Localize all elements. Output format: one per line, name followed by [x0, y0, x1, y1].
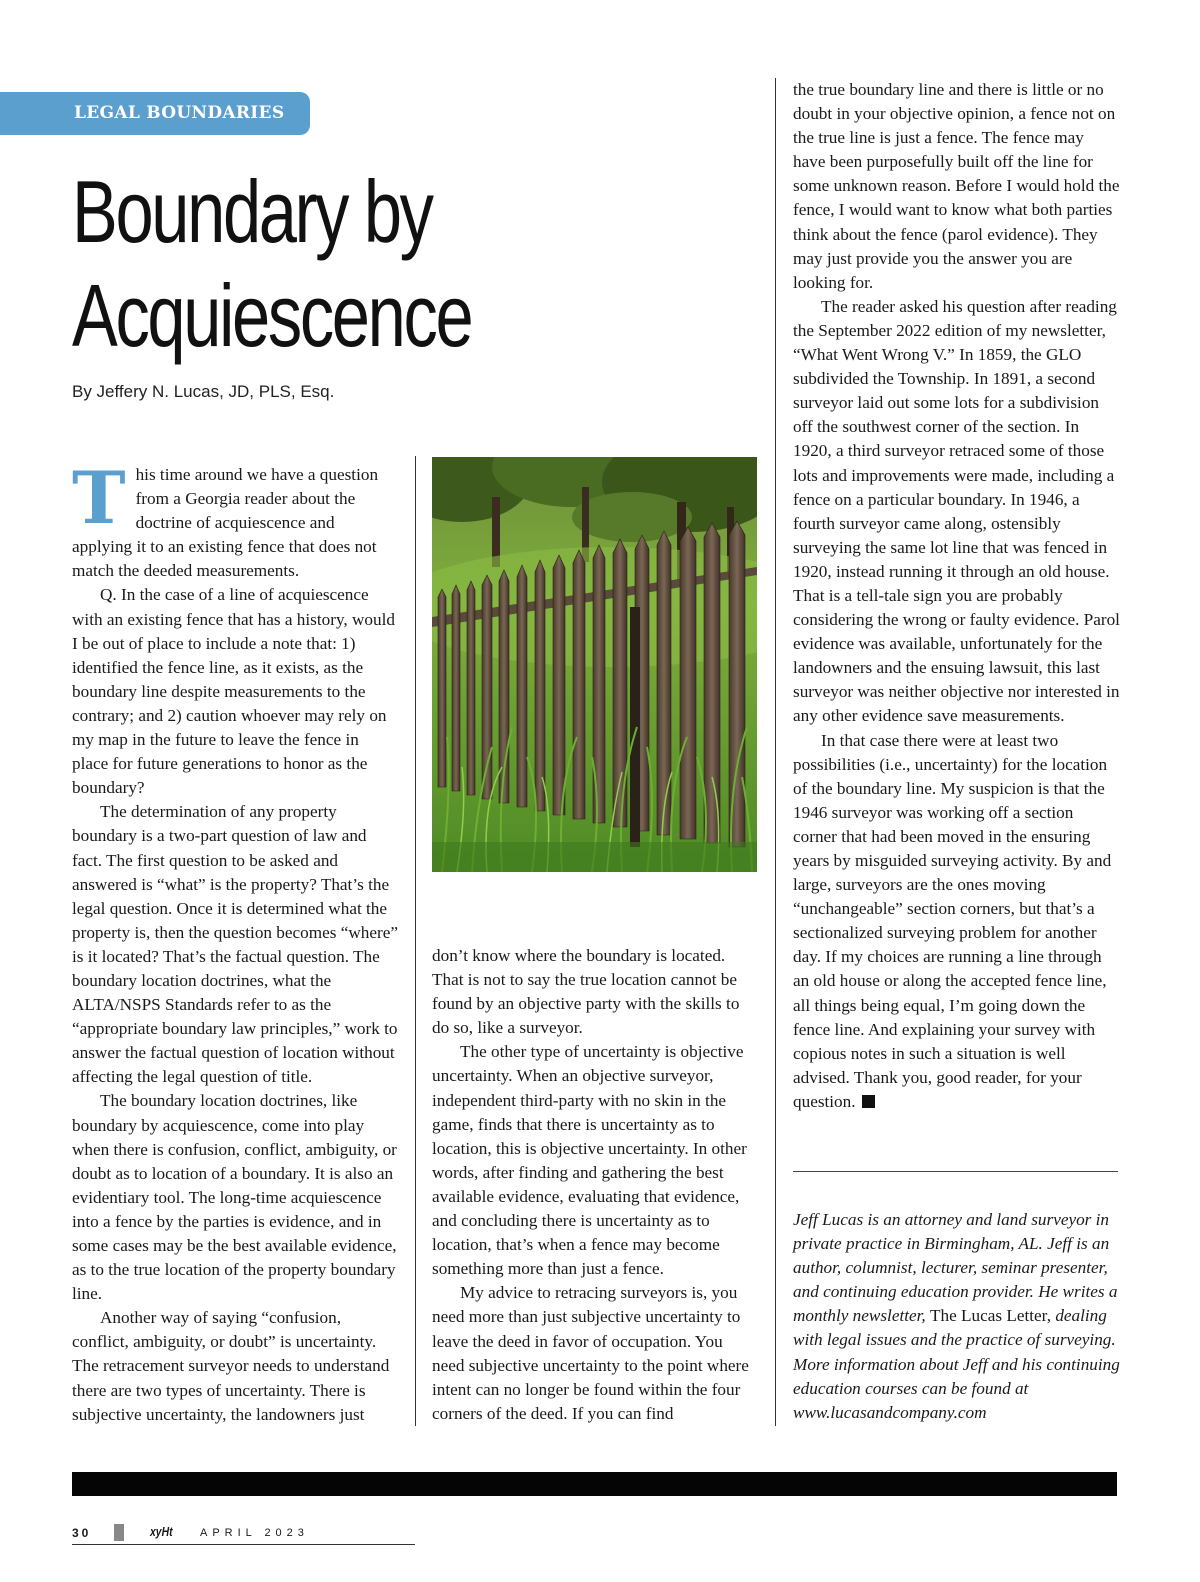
intro-text: his time around we have a question from a Georgia reader about the doctrine of acquiescence and applying it to an existing fence that does not match the deeded measurements. — [72, 465, 379, 581]
bio-text-continued: dealing with legal issues and the practice of surveying. More information about Jeff and his continuing education courses can be found at www.lucasandcompany.com — [793, 1306, 1120, 1422]
article-column-2 — [432, 944, 758, 1426]
drop-cap: T — [72, 455, 126, 540]
article-column-3 — [793, 78, 1120, 1114]
article-column-1 — [72, 455, 398, 1427]
fence-photo-illustration — [432, 457, 757, 872]
bottom-bar — [72, 1472, 1117, 1496]
paragraph: The reader asked his question after reading the September 2022 edition of my newsletter, “What Went Wrong V.” In 1859, the GLO subdivided the Township. In 1891, a second surveyor laid out some lots for a subdivision off the southwest corner of the section. In 1920, a third surveyor retraced some of those lots and improvements were made, including a fence on a particular boundary. In 1946, a fourth surveyor came along, ostensibly surveying the same lot line that was fenced in 1920, instead running it through an old house. That is a tell-tale sign you are probably considering the wrong or faulty evidence. Parol evidence was available, unfortunately for the landowners and the ensuing lawsuit, this last surveyor was neither objective nor interested in any other evidence save measurements. — [793, 296, 1120, 726]
footer-separator — [114, 1524, 124, 1541]
page-footer — [72, 1524, 415, 1545]
intro-paragraph — [72, 455, 398, 583]
column-divider-2 — [775, 78, 776, 1426]
paragraph — [793, 729, 1120, 1115]
article-title — [72, 160, 471, 368]
paragraph: Q. In the case of a line of acquiescence with an existing fence that has a history, would I be out of place to include a note that: 1) identified the fence line, as it exists, as the boundary line despite measurements to the contrary; and 2) caution whoever may rely on my map in the future to leave the fence in place for future generations to honor as the boundary? — [72, 585, 395, 798]
newsletter-name: The Lucas Letter, — [930, 1306, 1052, 1326]
end-of-article-mark — [862, 1095, 875, 1108]
column-divider-1 — [415, 456, 416, 1426]
section-tag: LEGAL BOUNDARIES — [0, 92, 310, 135]
page-number: 30 — [72, 1526, 92, 1540]
byline: By Jeffery N. Lucas, JD, PLS, Esq. — [72, 382, 335, 401]
paragraph: The boundary location doctrines, like boundary by acquiescence, come into play when there is confusion, conflict, ambiguity, or doubt as to location of a boundary. It is also an evidentiary tool. The long-time acquiescence into a fence by the parties is evidence, and in some cases may be the best available evidence, as to the true location of the property boundary line. — [72, 1091, 397, 1304]
title-line-1: Boundary by — [72, 162, 432, 261]
issue-date: APRIL 2023 — [200, 1527, 309, 1539]
title-line-2: Acquiescence — [72, 266, 472, 365]
magazine-name: xyHt — [150, 1524, 173, 1539]
paragraph: My advice to retracing surveyors is, you need more than just subjective uncertainty to leave the deed in favor of occupation. You need subjective uncertainty to the point where intent can no longer be found within the four corners of the deed. If you can find — [432, 1283, 749, 1423]
author-bio — [793, 1208, 1120, 1425]
paragraph: the true boundary line and there is little or no doubt in your objective opinion, a fence not on the true line is just a fence. The fence may have been purposefully built off the line for some unknown reason. Before I would hold the fence, I would want to know what both parties think about the fence (parol evidence). They may just provide you the answer you are looking for. — [793, 80, 1120, 292]
closing-text: In that case there were at least two possibilities (i.e., uncertainty) for the location of the boundary line. My suspicion is that the 1946 surveyor was working off a section corner that had been moved in the ensuring years by misguided surveying activity. By and large, surveyors are the ones moving “unchangeable” section corners, but that’s a sectionalized surveying problem for another day. If my choices are running a line through an old house or along the accepted fence line, all things being equal, I’m going down the fence line. And explaining your survey with copious notes in such a situation is well advised. Thank you, good reader, for your question. — [793, 730, 1112, 1111]
paragraph: The determination of any property boundary is a two-part question of law and fact. The first question to be asked and answered is “what” is the property? That’s the legal question. Once it is determined what the property is, then the question becomes “where” is it located? That’s the factual question. The boundary location doctrines, what the ALTA/NSPS Standards refer to as the “appropriate boundary law principles,” work to answer the factual question of location without affecting the legal question of title. — [72, 802, 398, 1087]
bio-divider — [793, 1171, 1118, 1172]
paragraph: Another way of saying “confusion, conflict, ambiguity, or doubt” is uncertainty. The retracement surveyor needs to understand there are two types of uncertainty. There is subjective uncertainty, the landowners just — [72, 1308, 390, 1424]
paragraph: The other type of uncertainty is objective uncertainty. When an objective surveyor, independent third-party with no skin in the game, finds that there is uncertainty as to location, this is objective uncertainty. In other words, after finding and gathering the best available evidence, evaluating that evidence, and concluding there is uncertainty as to location, that’s when a fence may become something more than just a fence. — [432, 1042, 747, 1279]
bio-text: Jeff Lucas is an attorney and land surveyor in private practice in Birmingham, AL. Jeff is an author, columnist, lecturer, seminar presenter, and continuing education provider. He writes a monthly newsletter, — [793, 1210, 1118, 1326]
fence-photo — [432, 457, 757, 872]
paragraph: don’t know where the boundary is located. That is not to say the true location cannot be found by an objective party with the skills to do so, like a surveyor. — [432, 946, 740, 1038]
